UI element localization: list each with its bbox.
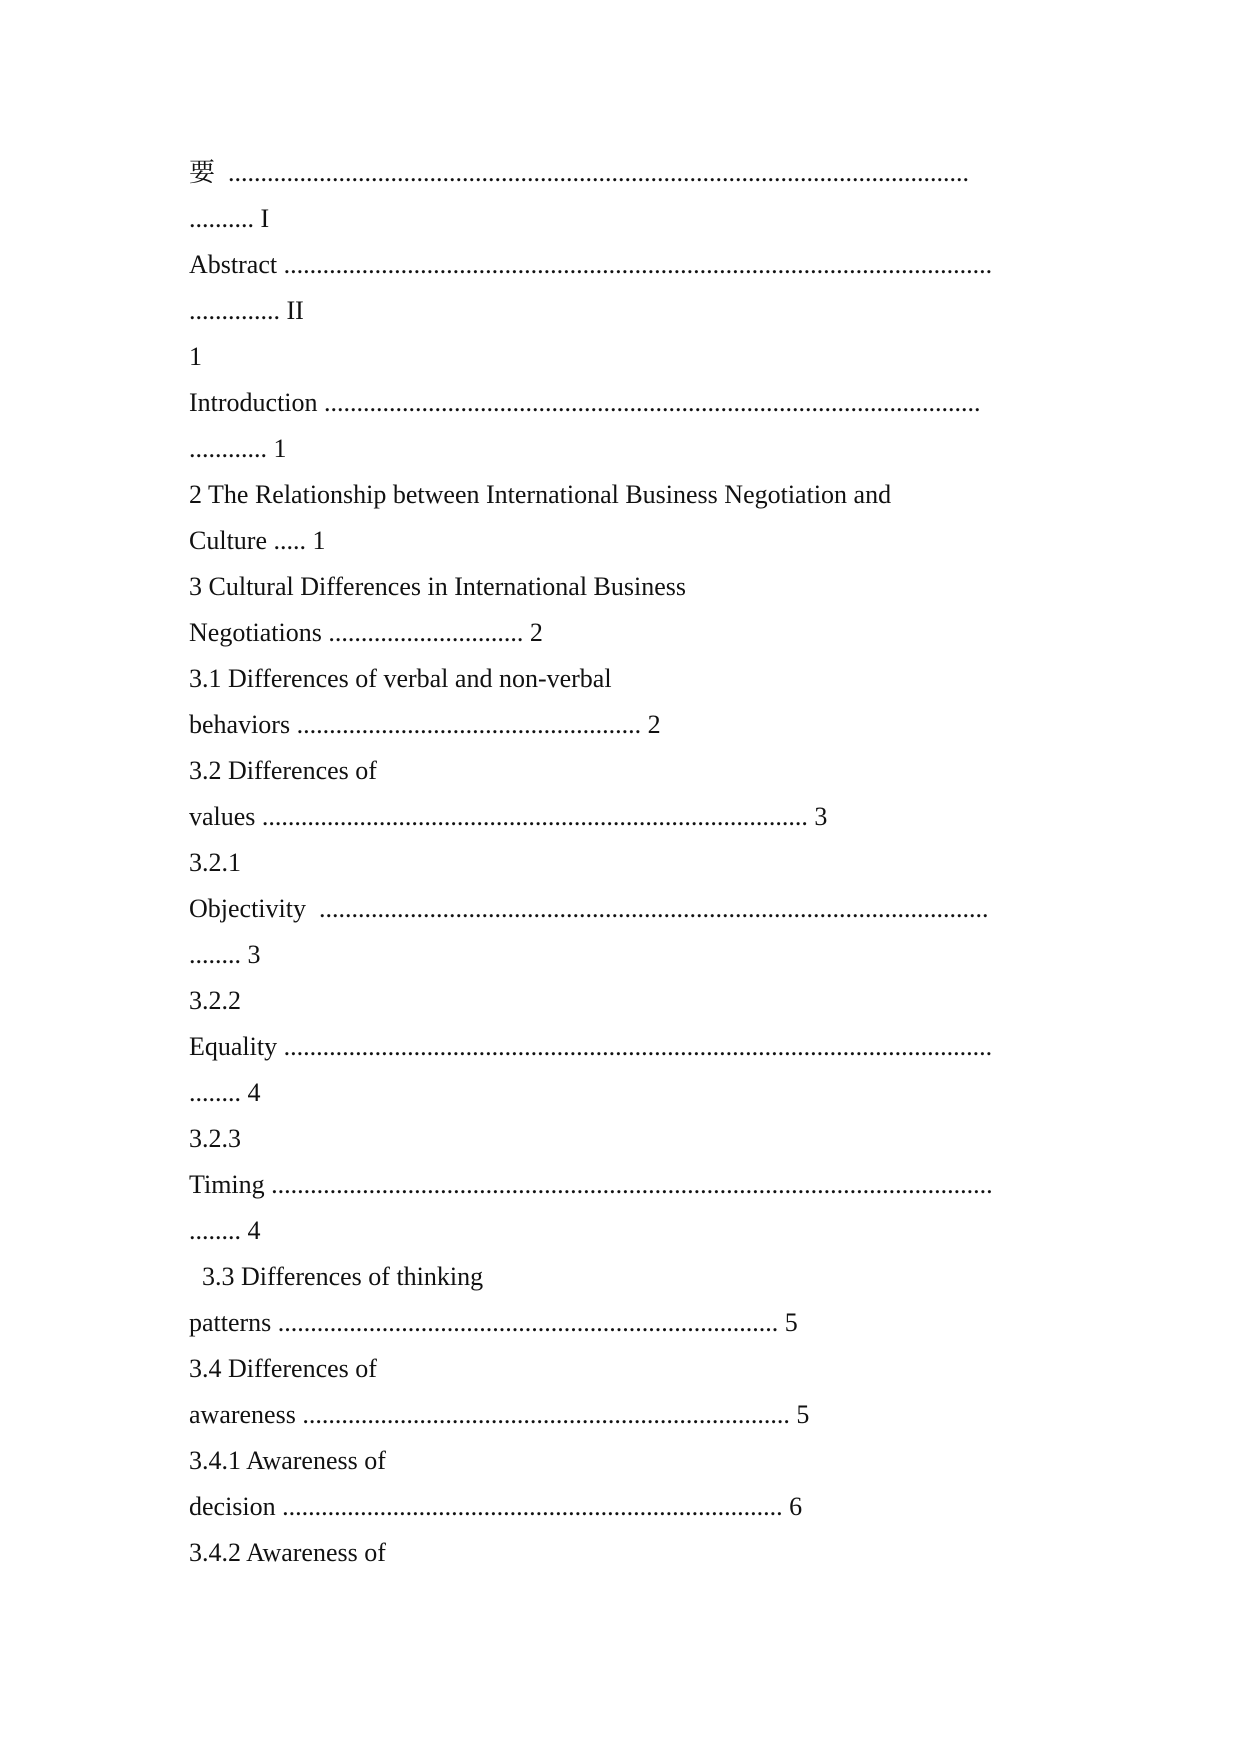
toc-line: 要 .................................................................................................................. <box>189 158 969 187</box>
toc-line: 3.4.2 Awareness of <box>189 1538 386 1567</box>
toc-line: Abstract ............................................................................................................. <box>189 250 993 279</box>
toc-line: behaviors ..................................................... 2 <box>189 710 661 739</box>
toc-line: Culture ..... 1 <box>189 526 326 555</box>
toc-line: 3.2.1 <box>189 848 241 877</box>
toc-line: 3.1 Differences of verbal and non-verbal <box>189 664 612 693</box>
toc-line: 3.2.3 <box>189 1124 241 1153</box>
toc-line: 3.4.1 Awareness of <box>189 1446 386 1475</box>
toc-line: 3.4 Differences of <box>189 1354 377 1383</box>
toc-line: decision ............................................................................. 6 <box>189 1492 803 1521</box>
toc-line: awareness ........................................................................... 5 <box>189 1400 810 1429</box>
toc-line: Equality ............................................................................................................. <box>189 1032 993 1061</box>
toc-line: ........ 4 <box>189 1216 261 1245</box>
toc-line: 3.2.2 <box>189 986 241 1015</box>
toc-line: Objectivity ....................................................................................................... <box>189 894 989 923</box>
toc-line: 3.3 Differences of thinking <box>189 1262 484 1291</box>
toc-line: Introduction ..................................................................................................... <box>189 388 981 417</box>
toc-line: .............. II <box>189 296 304 325</box>
toc-line: ............ 1 <box>189 434 287 463</box>
toc-line: 3 Cultural Differences in International Business <box>189 572 687 601</box>
toc-line: Negotiations .............................. 2 <box>189 618 543 647</box>
toc-line: 3.2 Differences of <box>189 756 377 785</box>
toc-line: 1 <box>189 342 202 371</box>
toc-line: ........ 4 <box>189 1078 261 1107</box>
toc-line: patterns ............................................................................. 5 <box>189 1308 798 1337</box>
toc-line: Timing ............................................................................................................... <box>189 1170 993 1199</box>
toc-line: ........ 3 <box>189 940 261 969</box>
toc-line: values .................................................................................... 3 <box>189 802 828 831</box>
toc-line: .......... I <box>189 204 270 233</box>
toc-line: 2 The Relationship between International Business Negotiation and <box>189 480 892 509</box>
table-of-contents <box>189 150 1059 1576</box>
